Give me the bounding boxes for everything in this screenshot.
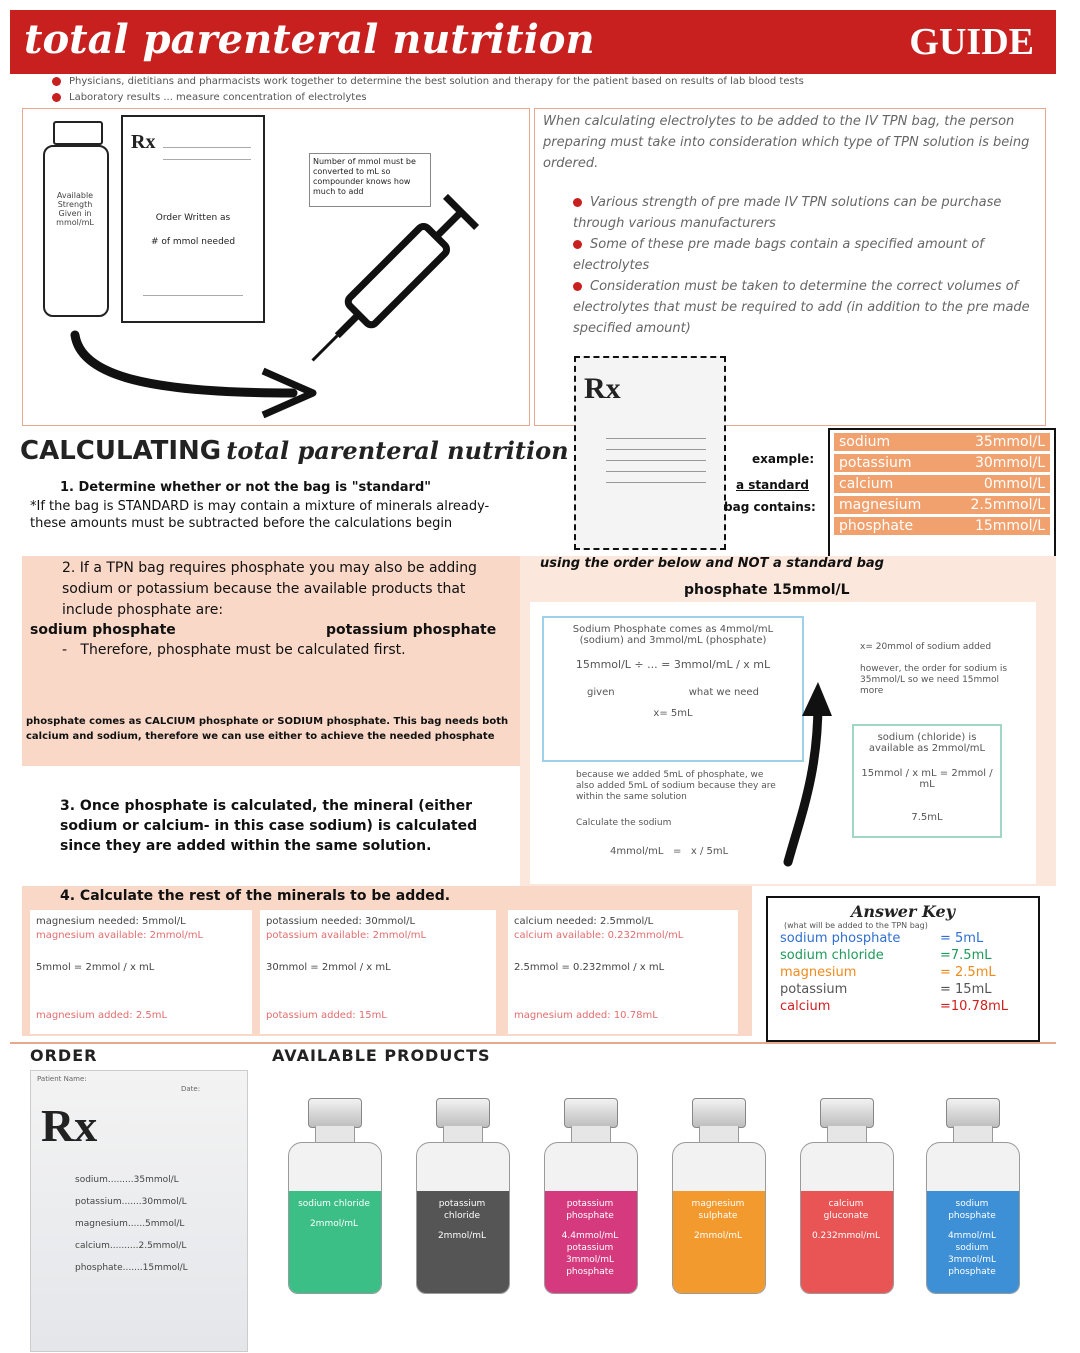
step-2-bullet: - Therefore, phosphate must be calculated first. bbox=[62, 642, 406, 658]
example-name: sodium bbox=[839, 434, 891, 450]
info-bullet: Some of these pre made bags contain a specified amount of electrolytes bbox=[573, 237, 984, 273]
up-arrow-icon bbox=[778, 672, 838, 872]
vial-label bbox=[934, 1198, 1010, 1278]
bullet-icon bbox=[573, 240, 582, 249]
vial-strength: 2mmol/mL bbox=[693, 1231, 743, 1241]
rx-symbol: Rx bbox=[131, 131, 156, 153]
card1-note: because we added 5mL of phosphate, we also added 5mL of sodium because they are within the same solution bbox=[576, 770, 776, 802]
step-2-left-product: sodium phosphate bbox=[30, 622, 176, 638]
example-table-row bbox=[834, 454, 1050, 472]
mineral-added: potassium added: 15mL bbox=[266, 1010, 387, 1021]
right-note-2: however, the order for sodium is 35mmol/L so we need 15mmol more bbox=[860, 664, 1008, 696]
answer-name: calcium bbox=[780, 999, 831, 1014]
example-label: example: bbox=[752, 452, 815, 466]
order-heading: using the order below and NOT a standard bag bbox=[540, 556, 884, 571]
info-bullet: Various strength of pre made IV TPN solutions can be purchase through various manufacturers bbox=[573, 195, 1002, 231]
guide-label: GUIDE bbox=[909, 21, 1034, 63]
product-vial bbox=[672, 1098, 764, 1293]
bottle-label: Available Strength Given in mmol/mL bbox=[56, 191, 94, 227]
info-intro: When calculating electrolytes to be added to the IV TPN bag, the person preparing must take into consideration which type of TPN solution is being ordered. bbox=[543, 114, 1030, 171]
vial-neck bbox=[443, 1126, 483, 1142]
answer-name: sodium chloride bbox=[780, 948, 884, 963]
answer-value: =10.78mL bbox=[940, 999, 1009, 1014]
mineral-available: potassium available: 2mmol/mL bbox=[266, 930, 427, 941]
vial-name: sodium phosphate bbox=[948, 1199, 996, 1221]
step-2-note: phosphate comes as CALCIUM phosphate or SODIUM phosphate. This bag needs both calcium and sodium, therefore we can use either to achieve the needed phosphate bbox=[26, 716, 509, 742]
mineral-needed: potassium needed: 30mmol/L bbox=[266, 916, 416, 927]
page-title: total parenteral nutrition bbox=[24, 16, 595, 63]
info-bullet: Consideration must be taken to determine the correct volumes of electrolytes that must be required to add (in addition to the pre made specified amount) bbox=[573, 279, 1030, 336]
mineral-needed: calcium needed: 2.5mmol/L bbox=[514, 916, 654, 927]
diagram-panel bbox=[22, 108, 530, 426]
order-line: potassium.......30mmol/L bbox=[75, 1197, 187, 1207]
vial-label bbox=[424, 1198, 500, 1242]
mineral-added: magnesium added: 10.78mL bbox=[514, 1010, 658, 1021]
answer-name: potassium bbox=[780, 982, 848, 997]
step-3: 3. Once phosphate is calculated, the mineral (either sodium or calcium- in this case sodium) is calculated since they are added within the same solution. bbox=[60, 798, 478, 854]
rx-card bbox=[574, 356, 726, 550]
mineral-calc: 30mmol = 2mmol / x mL bbox=[266, 962, 391, 973]
answer-value: = 5mL bbox=[940, 931, 984, 946]
example-value: 30mmol/L bbox=[974, 455, 1045, 471]
answer-value: = 15mL bbox=[940, 982, 992, 997]
rx-text-2: # of mmol needed bbox=[150, 237, 236, 247]
example-value: 35mmol/L bbox=[974, 434, 1045, 450]
example-table bbox=[828, 428, 1056, 558]
mineral-calc: 2.5mmol = 0.232mmol / x mL bbox=[514, 962, 665, 973]
example-table-row bbox=[834, 496, 1050, 514]
sodium-phosphate-card: Sodium Phosphate comes as 4mmol/mL (sodium) and 3mmol/mL (phosphate) 15mmol/L ÷ ... = 3mmol/mL / x mL given what we need x= 5mL bbox=[542, 616, 804, 762]
vial-neck bbox=[315, 1126, 355, 1142]
answer-value: = 2.5mL bbox=[940, 965, 996, 980]
mineral-box bbox=[508, 910, 738, 1034]
card1-calc-label: Calculate the sodium bbox=[576, 818, 672, 828]
vial-neck bbox=[827, 1126, 867, 1142]
rx-card-symbol: Rx bbox=[584, 372, 621, 405]
example-table-row bbox=[834, 517, 1050, 535]
answer-key-title: Answer Key bbox=[850, 902, 956, 921]
mineral-available: calcium available: 0.232mmol/mL bbox=[514, 930, 684, 941]
curved-arrow-icon bbox=[63, 327, 333, 423]
answer-key-item bbox=[780, 998, 1038, 1015]
product-vial bbox=[926, 1098, 1018, 1293]
order-rx: Rx bbox=[41, 1100, 98, 1151]
mineral-available: magnesium available: 2mmol/mL bbox=[36, 930, 204, 941]
step-2-right-product: potassium phosphate bbox=[326, 622, 497, 638]
vial-cap bbox=[308, 1098, 362, 1128]
vial-strength: 4.4mmol/mL potassium 3mmol/mL phosphate bbox=[561, 1231, 619, 1277]
mineral-box bbox=[30, 910, 252, 1034]
product-vial bbox=[416, 1098, 508, 1293]
want-label: what we need bbox=[688, 687, 759, 698]
step-1: 1. Determine whether or not the bag is "standard" bbox=[60, 480, 432, 495]
mineral-box bbox=[260, 910, 496, 1034]
standard-label: a standard bbox=[736, 478, 809, 492]
vial-name: potassium phosphate bbox=[566, 1199, 614, 1221]
order-line: sodium.........35mmol/L bbox=[75, 1175, 179, 1185]
example-name: calcium bbox=[839, 476, 894, 492]
order-sheet bbox=[30, 1070, 248, 1352]
example-table-row bbox=[834, 475, 1050, 493]
product-vial bbox=[288, 1098, 380, 1293]
card1-calc: 4mmol/mL = x / 5mL bbox=[610, 846, 729, 857]
vial-strength: 2mmol/mL bbox=[437, 1231, 487, 1241]
answer-key-item bbox=[780, 947, 1038, 964]
order-heading-label: ORDER bbox=[30, 1046, 98, 1065]
example-value: 2.5mmol/L bbox=[970, 497, 1045, 513]
vial-label bbox=[552, 1198, 628, 1278]
bottle-icon bbox=[43, 121, 109, 317]
vial-label bbox=[680, 1198, 756, 1242]
product-vial bbox=[800, 1098, 892, 1293]
header-banner bbox=[10, 10, 1056, 74]
intro-line-1: Physicians, dietitians and pharmacists work together to determine the best solution and therapy for the patient based on results of lab blood tests bbox=[52, 76, 1052, 87]
example-value: 15mmol/L bbox=[974, 518, 1045, 534]
vial-label bbox=[296, 1198, 372, 1230]
vial-cap bbox=[820, 1098, 874, 1128]
answer-key bbox=[766, 896, 1040, 1042]
mineral-added: magnesium added: 2.5mL bbox=[36, 1010, 168, 1021]
vial-strength: 2mmol/mL bbox=[309, 1219, 359, 1229]
vial-cap bbox=[946, 1098, 1000, 1128]
sodium-chloride-card: sodium (chloride) is available as 2mmol/mL 15mmol / x mL = 2mmol / mL 7.5mL bbox=[852, 724, 1002, 838]
info-bullets bbox=[573, 192, 1037, 339]
bullet-icon bbox=[573, 282, 582, 291]
card1-result: x= 5mL bbox=[653, 708, 693, 719]
vial-label bbox=[808, 1198, 884, 1242]
order-line: calcium..........2.5mmol/L bbox=[75, 1241, 187, 1251]
vial-cap bbox=[436, 1098, 490, 1128]
prescription-pad bbox=[121, 115, 265, 323]
answer-key-item bbox=[780, 964, 1038, 981]
answer-name: sodium phosphate bbox=[780, 931, 901, 946]
mineral-needed: magnesium needed: 5mmol/L bbox=[36, 916, 186, 927]
answer-key-subtitle: (what will be added to the TPN bag) bbox=[784, 921, 928, 930]
vial-neck bbox=[953, 1126, 993, 1142]
vial-name: sodium chloride bbox=[298, 1199, 370, 1209]
answer-key-item bbox=[780, 930, 1038, 947]
example-value: 0mmol/L bbox=[983, 476, 1045, 492]
calc-heading: CALCULATING total parenteral nutrition bbox=[20, 436, 569, 466]
vial-strength: 4mmol/mL sodium 3mmol/mL phosphate bbox=[947, 1231, 997, 1277]
example-table-row bbox=[834, 433, 1050, 451]
step-2-panel bbox=[22, 556, 520, 766]
product-vial bbox=[544, 1098, 636, 1293]
order-line: magnesium......5mmol/L bbox=[75, 1219, 185, 1229]
vial-name: calcium gluconate bbox=[823, 1199, 869, 1221]
order-field-2: Date: bbox=[181, 1085, 201, 1093]
calc-work-area bbox=[530, 602, 1036, 884]
example-name: potassium bbox=[839, 455, 912, 471]
step-2-text: 2. If a TPN bag requires phosphate you may also be adding sodium or potassium because the available products that include phosphate are: bbox=[62, 560, 477, 618]
vial-name: magnesium sulphate bbox=[691, 1199, 745, 1221]
step-4: 4. Calculate the rest of the minerals to be added. bbox=[60, 888, 451, 904]
example-name: phosphate bbox=[839, 518, 914, 534]
bullet-icon bbox=[52, 93, 61, 102]
vial-name: potassium chloride bbox=[438, 1199, 486, 1221]
vial-strength: 0.232mmol/mL bbox=[811, 1231, 881, 1241]
section-divider bbox=[10, 1042, 1056, 1044]
bullet-icon bbox=[573, 198, 582, 207]
syringe-note: Number of mmol must be converted to mL so compounder knows how much to add bbox=[309, 153, 431, 207]
order-line: phosphate.......15mmol/L bbox=[75, 1263, 188, 1273]
bag-contains-label: bag contains: bbox=[724, 500, 816, 514]
intro-line-2: Laboratory results ... measure concentration of electrolytes bbox=[52, 92, 652, 103]
answer-key-item bbox=[780, 981, 1038, 998]
rx-text-1: Order Written as bbox=[155, 213, 231, 223]
vial-neck bbox=[699, 1126, 739, 1142]
right-note-1: x= 20mmol of sodium added bbox=[860, 642, 992, 652]
order-field-1: Patient Name: bbox=[37, 1075, 87, 1083]
card2-result: 7.5mL bbox=[911, 812, 943, 823]
answer-name: magnesium bbox=[780, 965, 857, 980]
mineral-calc: 5mmol = 2mmol / x mL bbox=[36, 962, 155, 973]
vial-neck bbox=[571, 1126, 611, 1142]
answer-value: =7.5mL bbox=[940, 948, 992, 963]
step-1-note: *If the bag is STANDARD is may contain a mixture of minerals already- these amounts must be subtracted before the calculations begin bbox=[30, 499, 490, 531]
bullet-icon bbox=[52, 77, 61, 86]
vial-cap bbox=[692, 1098, 746, 1128]
vial-cap bbox=[564, 1098, 618, 1128]
phosphate-heading: phosphate 15mmol/L bbox=[684, 582, 850, 598]
example-name: magnesium bbox=[839, 497, 922, 513]
products-heading: AVAILABLE PRODUCTS bbox=[272, 1046, 491, 1065]
given-label: given bbox=[587, 687, 615, 698]
